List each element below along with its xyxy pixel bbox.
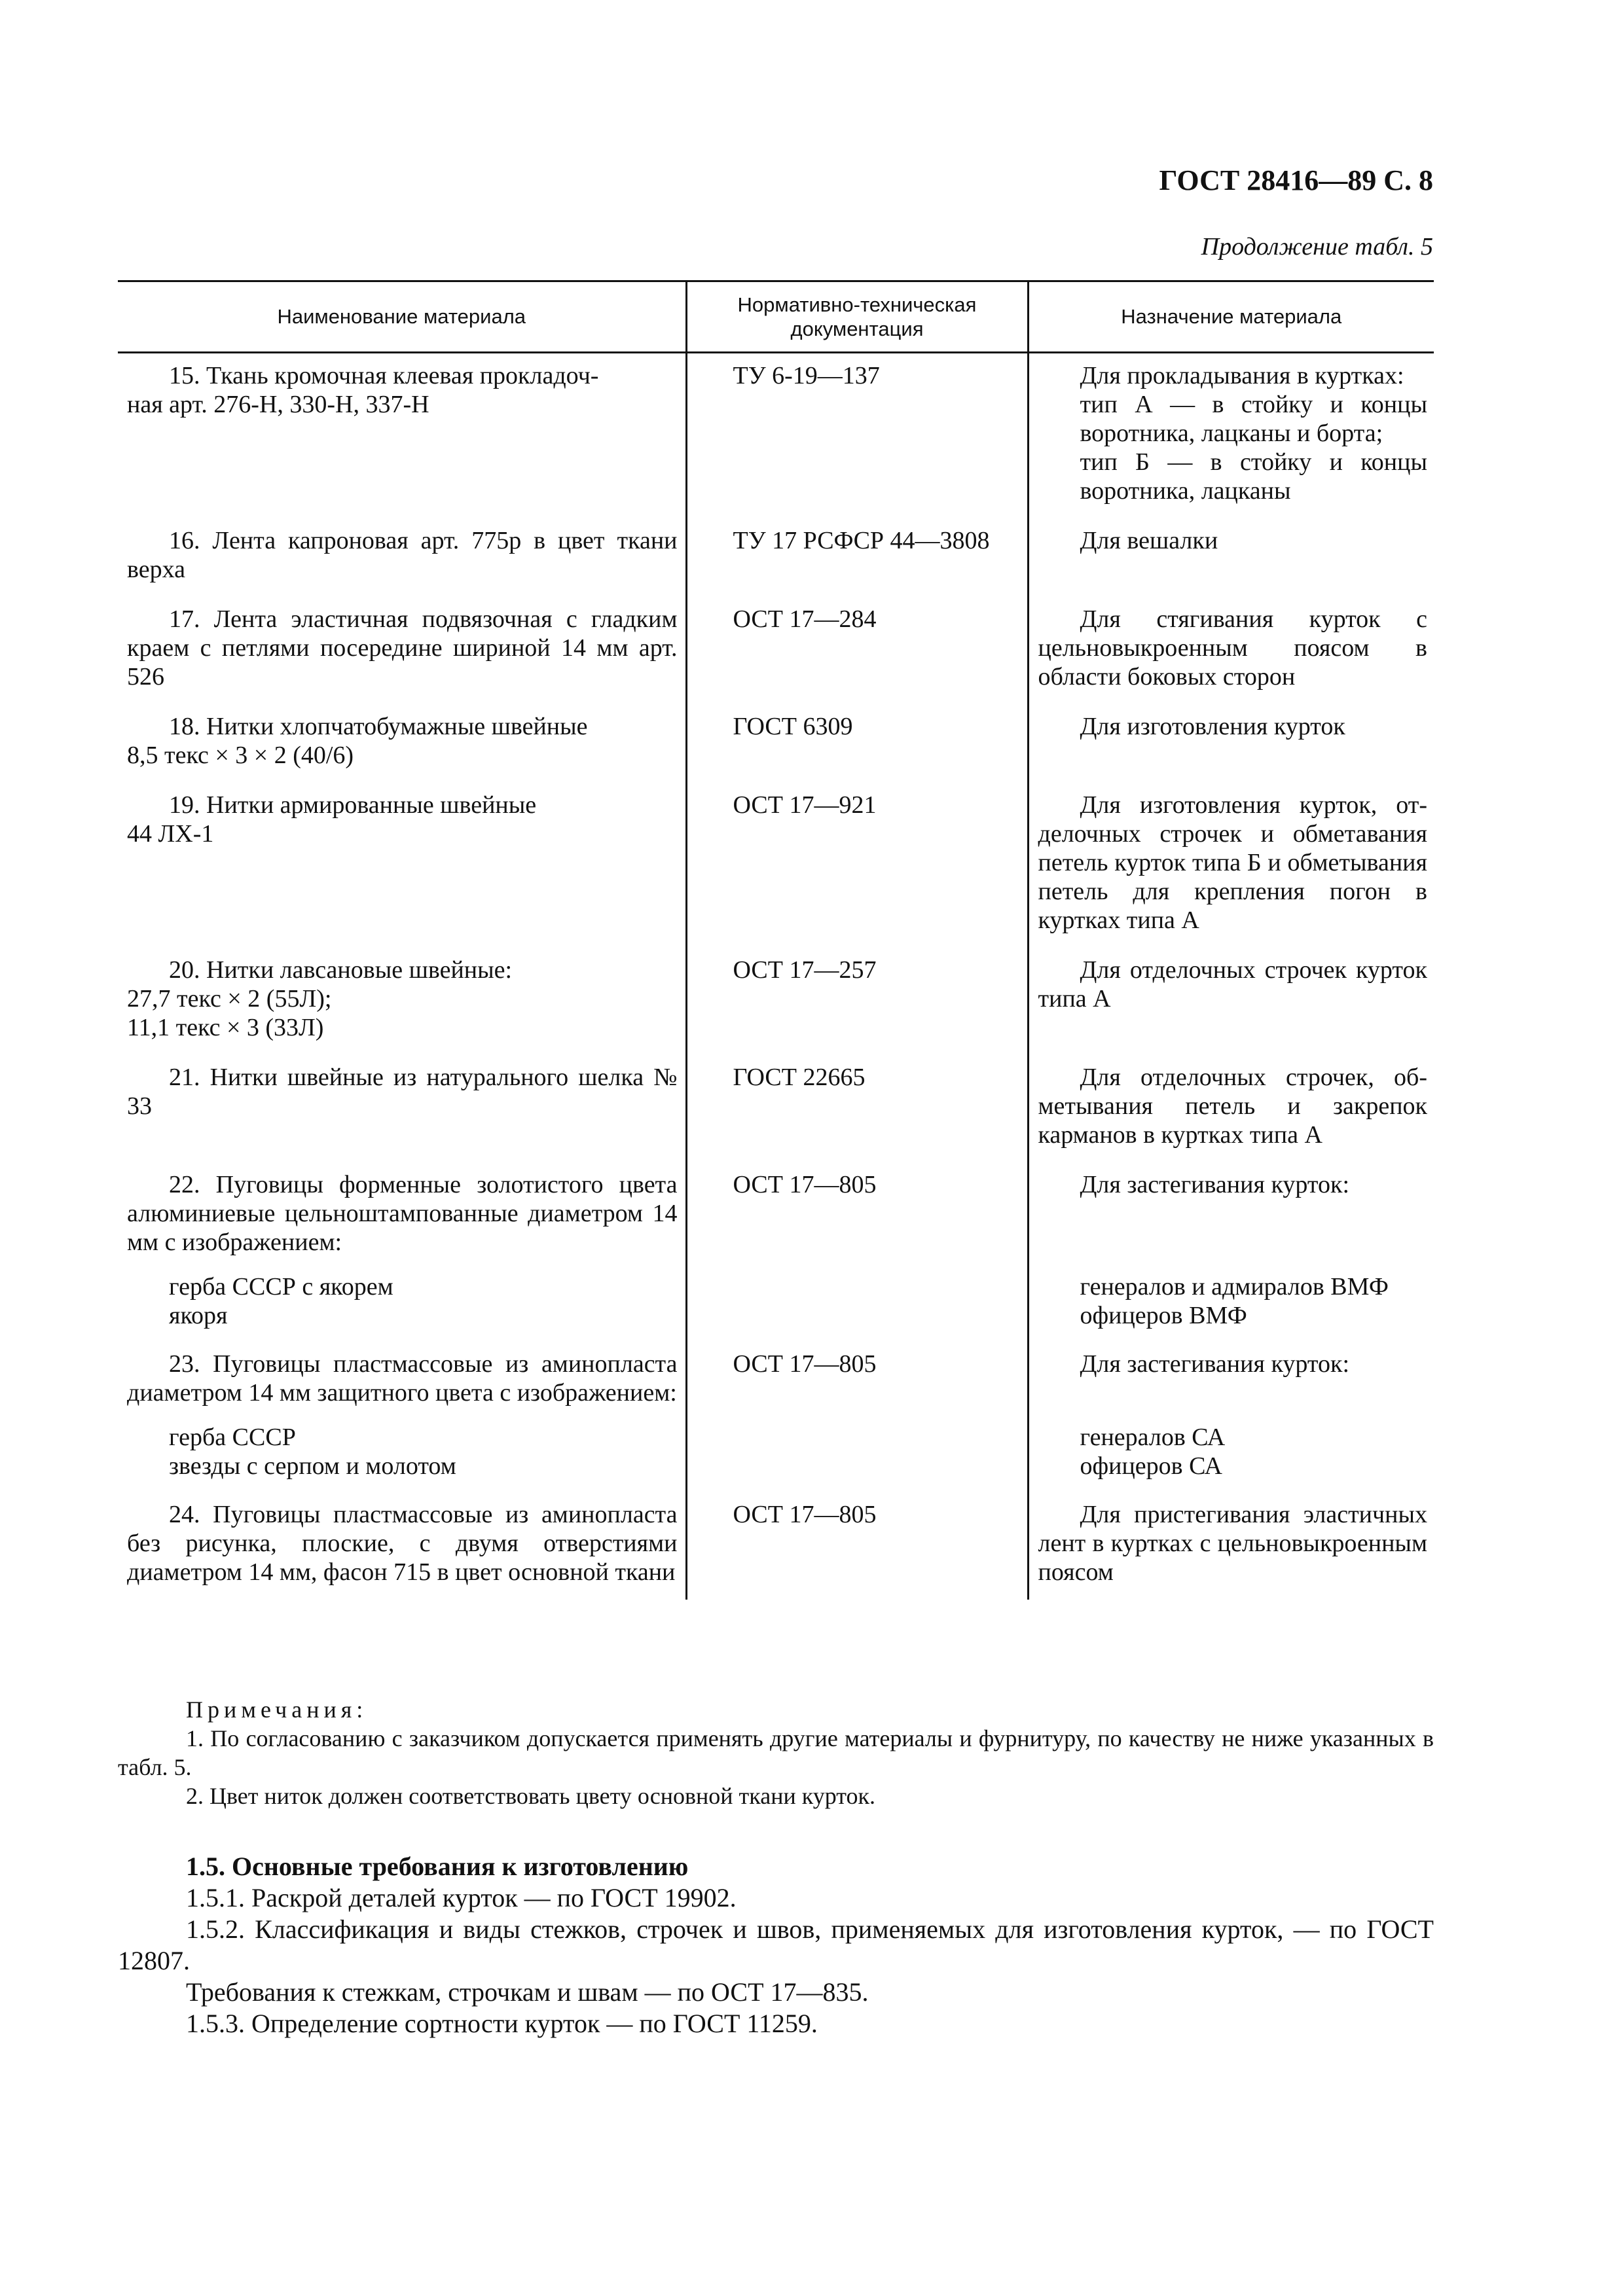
purpose-cell <box>1028 1342 1434 1420</box>
purpose-cell-line: Для изготовления курток <box>1080 713 1345 740</box>
section-paragraph: 1.5.2. Классификация и виды стежков, строчек и швов, применяемых для изготовления курток, — по ГОСТ 12807. <box>118 1914 1434 1975</box>
purpose-cell-line: офицеров ВМФ <box>1080 1302 1247 1329</box>
material-name-cell-line: герба СССР с якорем <box>169 1273 393 1300</box>
table-row <box>118 1420 1434 1492</box>
purpose-cell <box>1028 1492 1434 1600</box>
purpose-cell-line: Для застегивания курток: <box>1080 1171 1350 1198</box>
material-name-cell-line: 23. Пуговицы пластмассовые из аминопласта диаметром 14 мм защитного цвета с изображением: <box>127 1350 678 1407</box>
documentation-cell <box>686 1270 1028 1342</box>
material-name-cell <box>118 597 686 704</box>
material-name-cell-line: 16. Лента капроновая арт. 775р в цвет ткани верха <box>127 527 678 583</box>
column-header-documentation: Нормативно-техническая документация <box>686 281 1028 353</box>
table-row <box>118 597 1434 704</box>
documentation-cell: ОСТ 17—805 <box>686 1342 1028 1420</box>
material-name-cell-line: 27,7 текс × 2 (55Л); <box>127 985 332 1013</box>
material-name-cell-line: 44 ЛХ-1 <box>127 820 214 848</box>
section-1-5 <box>118 1851 1434 2039</box>
material-name-cell-line: 21. Нитки швейные из натурального шелка № 33 <box>127 1064 678 1120</box>
purpose-cell-line: офицеров СА <box>1080 1452 1222 1480</box>
table-row <box>118 1492 1434 1600</box>
purpose-cell <box>1028 704 1434 783</box>
purpose-cell <box>1028 948 1434 1055</box>
purpose-cell <box>1028 353 1434 519</box>
purpose-cell <box>1028 1270 1434 1342</box>
documentation-cell: ОСТ 17—921 <box>686 783 1028 948</box>
purpose-cell-line: Для отделочных строчек курток типа А <box>1038 956 1427 1013</box>
table-row <box>118 1055 1434 1162</box>
documentation-cell: ОСТ 17—257 <box>686 948 1028 1055</box>
purpose-cell-line: генералов и адмиралов ВМФ <box>1080 1273 1389 1300</box>
purpose-cell-line: Для отделочных строчек, обметывания петель и закрепок карманов в куртках типа А <box>1038 1064 1427 1149</box>
section-heading: 1.5. Основные требования к изготовлению <box>186 1852 689 1881</box>
material-name-cell <box>118 948 686 1055</box>
documentation-cell <box>686 1420 1028 1492</box>
table-row <box>118 783 1434 948</box>
documentation-cell: ТУ 17 РСФСР 44—3808 <box>686 518 1028 597</box>
materials-table <box>118 280 1434 1600</box>
purpose-cell-line: тип Б — в стойку и концы воротника, лацканы <box>1080 448 1427 505</box>
material-name-cell <box>118 1492 686 1600</box>
table-row <box>118 1162 1434 1270</box>
purpose-cell <box>1028 1055 1434 1162</box>
purpose-cell <box>1028 597 1434 704</box>
note-item: 2. Цвет ниток должен соответствовать цвету основной ткани курток. <box>186 1783 875 1809</box>
documentation-cell: ГОСТ 6309 <box>686 704 1028 783</box>
column-header-purpose: Назначение материала <box>1028 281 1434 353</box>
material-name-cell <box>118 1420 686 1492</box>
material-name-cell <box>118 1342 686 1420</box>
table-row <box>118 1270 1434 1342</box>
purpose-cell <box>1028 1162 1434 1270</box>
table-row <box>118 1342 1434 1420</box>
material-name-cell <box>118 783 686 948</box>
purpose-cell-line: Для вешалки <box>1080 527 1218 554</box>
material-name-cell <box>118 704 686 783</box>
material-name-cell <box>118 1162 686 1270</box>
material-name-cell-line: 19. Нитки армированные швейные <box>169 791 537 819</box>
purpose-cell-line: Для пристегивания эластичных лент в куртках с цельновыкроенным поясом <box>1038 1501 1427 1586</box>
purpose-cell-line: Для застегивания курток: <box>1080 1350 1350 1378</box>
note-item: 1. По согласованию с заказчиком допускается применять другие материалы и фурнитуру, по качеству не ниже указанных в табл. 5. <box>118 1725 1434 1780</box>
documentation-cell: ОСТ 17—805 <box>686 1162 1028 1270</box>
material-name-cell-line: 11,1 текс × 3 (33Л) <box>127 1014 324 1041</box>
purpose-cell <box>1028 518 1434 597</box>
documentation-cell: ОСТ 17—284 <box>686 597 1028 704</box>
purpose-cell-line: Для прокладывания в куртках: <box>1080 362 1404 389</box>
table-continuation-label: Продолжение табл. 5 <box>1201 233 1433 260</box>
material-name-cell-line: 15. Ткань кромочная клеевая прокладоч- <box>169 362 599 389</box>
document-header: ГОСТ 28416—89 С. 8 <box>1159 164 1433 196</box>
section-paragraph: Требования к стежкам, строчкам и швам — по ОСТ 17—835. <box>186 1977 869 2007</box>
material-name-cell-line: герба СССР <box>169 1424 296 1451</box>
notes-title: Примечания: <box>186 1696 368 1723</box>
table-header-row <box>118 281 1434 353</box>
material-name-cell-line: 20. Нитки лавсановые швейные: <box>169 956 513 984</box>
table-row <box>118 948 1434 1055</box>
material-name-cell-line: 17. Лента эластичная подвязочная с гладким краем с петлями посередине шириной 14 мм арт. 526 <box>127 605 678 691</box>
material-name-cell-line: 8,5 текс × 3 × 2 (40/6) <box>127 742 354 769</box>
documentation-cell: ОСТ 17—805 <box>686 1492 1028 1600</box>
documentation-cell: ТУ 6-19—137 <box>686 353 1028 519</box>
material-name-cell <box>118 518 686 597</box>
table-body <box>118 353 1434 1600</box>
table-row <box>118 353 1434 519</box>
documentation-cell: ГОСТ 22665 <box>686 1055 1028 1162</box>
purpose-cell-line: Для стягивания курток с цельновыкроенным поясом в области боковых сторон <box>1038 605 1427 691</box>
material-name-cell-line: 22. Пуговицы форменные золотистого цвета алюминиевые цельноштампованные диаметром 14 мм с изображением: <box>127 1171 678 1256</box>
purpose-cell <box>1028 783 1434 948</box>
material-name-cell-line: 24. Пуговицы пластмассовые из аминопласта без рисунка, плоские, с двумя отверстиями диаметром 14 мм, фасон 715 в цвет основной ткани <box>127 1501 678 1586</box>
column-header-material-name: Наименование материала <box>118 281 686 353</box>
table-row <box>118 704 1434 783</box>
material-name-cell-line: звезды с серпом и молотом <box>169 1452 456 1480</box>
material-name-cell-line: 18. Нитки хлопчатобумажные швейные <box>169 713 588 740</box>
section-paragraph: 1.5.3. Определение сортности курток — по ГОСТ 11259. <box>186 2009 818 2038</box>
material-name-cell <box>118 353 686 519</box>
section-paragraph: 1.5.1. Раскрой деталей курток — по ГОСТ 19902. <box>186 1883 737 1912</box>
purpose-cell <box>1028 1420 1434 1492</box>
material-name-cell-line: ная арт. 276-Н, 330-Н, 337-Н <box>127 391 429 418</box>
notes-block <box>118 1695 1434 1810</box>
material-name-cell <box>118 1270 686 1342</box>
table-row <box>118 518 1434 597</box>
material-name-cell-line: якоря <box>169 1302 228 1329</box>
purpose-cell-line: тип А — в стойку и концы воротника, лацканы и борта; <box>1080 391 1427 447</box>
material-name-cell <box>118 1055 686 1162</box>
purpose-cell-line: Для изготовления курток, отделочных строчек и обметавания петель курток типа Б и обметывания петель для крепления погон в куртках типа А <box>1038 791 1427 934</box>
purpose-cell-line: генералов СА <box>1080 1424 1226 1451</box>
